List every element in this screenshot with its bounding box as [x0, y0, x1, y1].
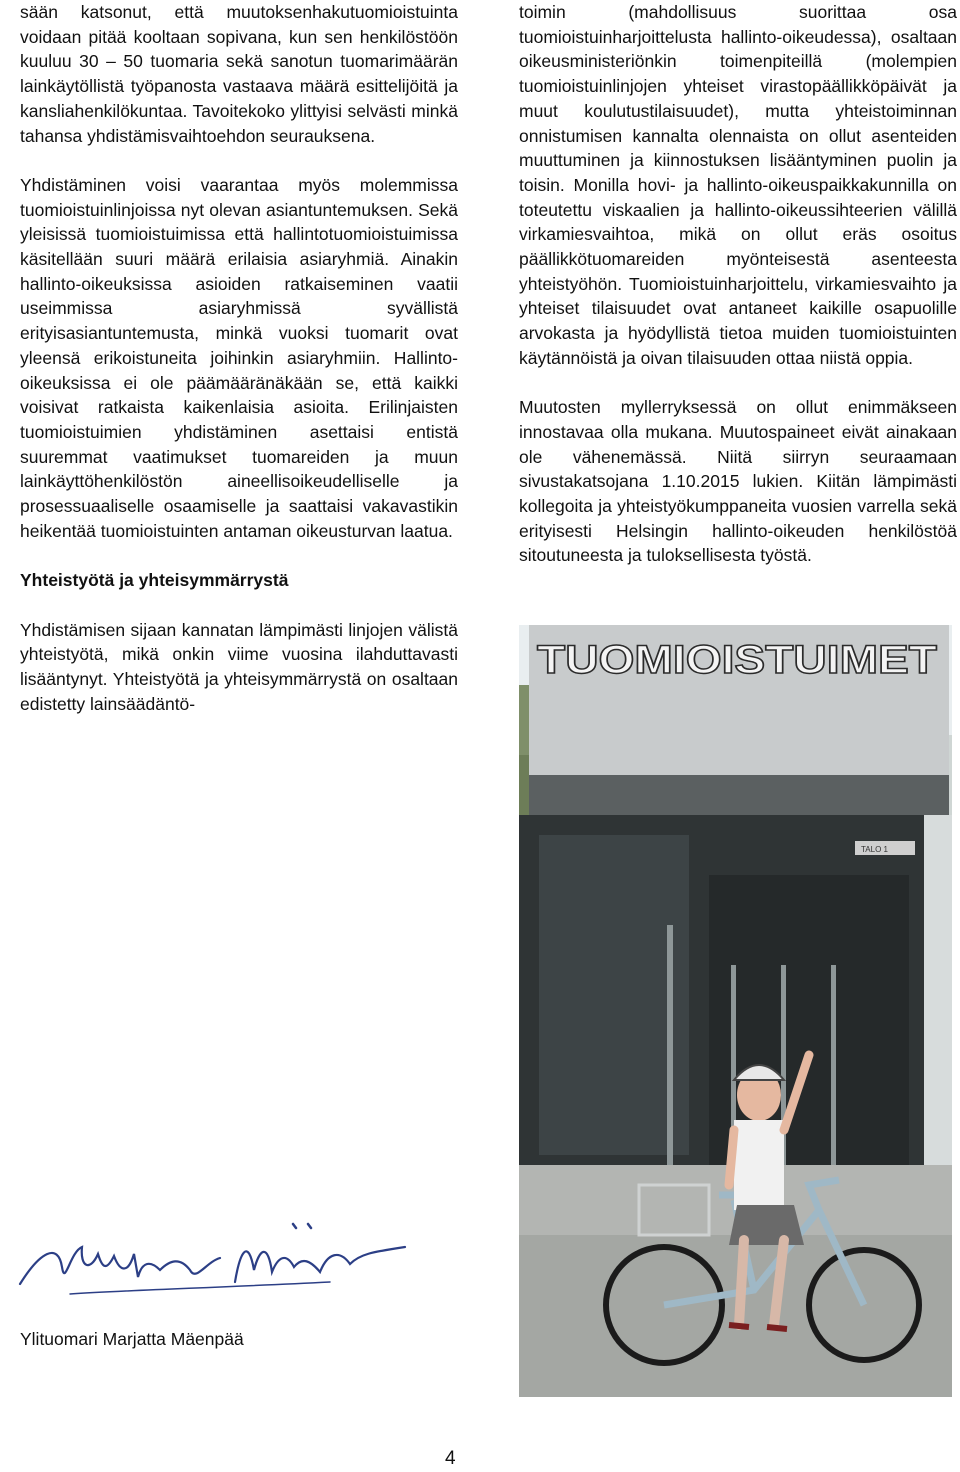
photo-courthouse-cyclist [519, 625, 952, 1397]
left-column [20, 0, 458, 716]
paragraph-cooperation: Yhdistämisen sijaan kannatan lämpimästi linjojen välistä yhteistyötä, mikä onkin viime vuosina ilahduttavasti lisääntynyt. Yhteistyötä ja yhteisymmärrystä on osaltaan edistetty lainsäädäntö- [20, 619, 458, 714]
building-sign-text: TUOMIOISTUIMET [537, 638, 937, 682]
handwritten-signature-graphic [10, 1212, 410, 1307]
paragraph-continuation: toimin (mahdollisuus suorittaa osa tuomioistuinharjoittelusta hallinto-oikeudessa), osaltaan oikeusministeriönkin toimenpiteillä (molempien tuomioistuinlinjojen yhteiset virastopäällikköpäivät ja muut koulutustilaisuudet), mutta yhteistoiminnan onnistumisen kannalta olennaista on ollut asenteiden muuttuminen ja kiinnostuksen lisääntyminen puolin ja toisin. Monilla hovi- ja hallinto-oikeuspaikkakunnilla on toteutettu viskaalien ja hallinto-oikeussihteerien välillä virkamiesvaihtoa, mikä on ollut eräs osoitus päällikkötuomareiden myönteisestä asenteesta yhteistyöhön. Tuomioistuinharjoittelu, virkamiesvaihto ja yhteiset tilaisuudet ovat antaneet kaikille osapuolille arvokasta ja hyödyllistä tietoa muiden tuomioistuinten käytännöistä ja oivan tilaisuuden ottaa niistä oppia. [519, 2, 957, 368]
right-column [519, 0, 957, 568]
signer-name: Ylituomari Marjatta Mäenpää [20, 1329, 244, 1349]
paragraph-intro-left: sään katsonut, että muutoksenhakutuomioistuinta voidaan pitää kooltaan sopivana, kun sen henkilöstöön kuuluu 30 – 50 tuomaria sekä sanotun tuomarimäärän lainkäytöllistä työpanosta vastaava määrä esittelijöitä ja kansliahenkilökuntaa. Tavoitekoko ylittyisi selvästi minkä tahansa yhdistämisvaihtoehdon seurauksena. [20, 2, 458, 146]
entrance-plate-text: TALO 1 [861, 845, 888, 854]
courthouse-photo-illustration [519, 625, 952, 1397]
page-number: 4 [445, 1448, 456, 1469]
section-heading: Yhteistyötä ja yhteisymmärrystä [20, 570, 289, 591]
paragraph-expertise: Yhdistäminen voisi vaarantaa myös molemmissa tuomioistuinlinjoissa nyt olevan asiantuntemuksen. Sekä yleisissä tuomioistuimissa että hallintotuomioistuimissa käsitellään suuri määrä erilaisia asiaryhmiä. Ainakin hallinto-oikeuksissa asioiden ratkaiseminen vaatii useimmissa asiaryhmissä syvällistä erityisasiantuntemusta, minkä vuoksi tuomarit ovat yleensä erikoistuneita joihinkin asiaryhmiin. Hallinto-oikeuksissa ei ole päämääränäkään se, että kaikki voisivat ratkaista kaikenlaisia asioita. Erilinjaisten tuomioistuimien yhdistäminen asettaisi entistä suuremmat vaatimukset tuomareiden ja muun lainkäyttöhenkilöstön aineellisoikeudelliselle ja prosessuaaliselle osaamiselle ja saattaisi vakavastikin heikentää tuomioistuinten antaman oikeusturvan laatua. [20, 174, 458, 541]
paragraph-thanks: Muutosten myllerryksessä on ollut enimmäkseen innostavaa olla mukana. Muutospaineet eivät ainakaan ole vähenemässä. Niitä siirryn seuraamaan sivustakatsojana 1.10.2015 lukien. Kiitän lämpimästi kollegoita ja yhteistyökumppaneita vuosien varrella sekä erityisesti Helsingin hallinto-oikeuden henkilöstöä sitoutuneesta ja tuloksellisesta työstä. [519, 397, 957, 566]
signature [10, 1212, 410, 1307]
